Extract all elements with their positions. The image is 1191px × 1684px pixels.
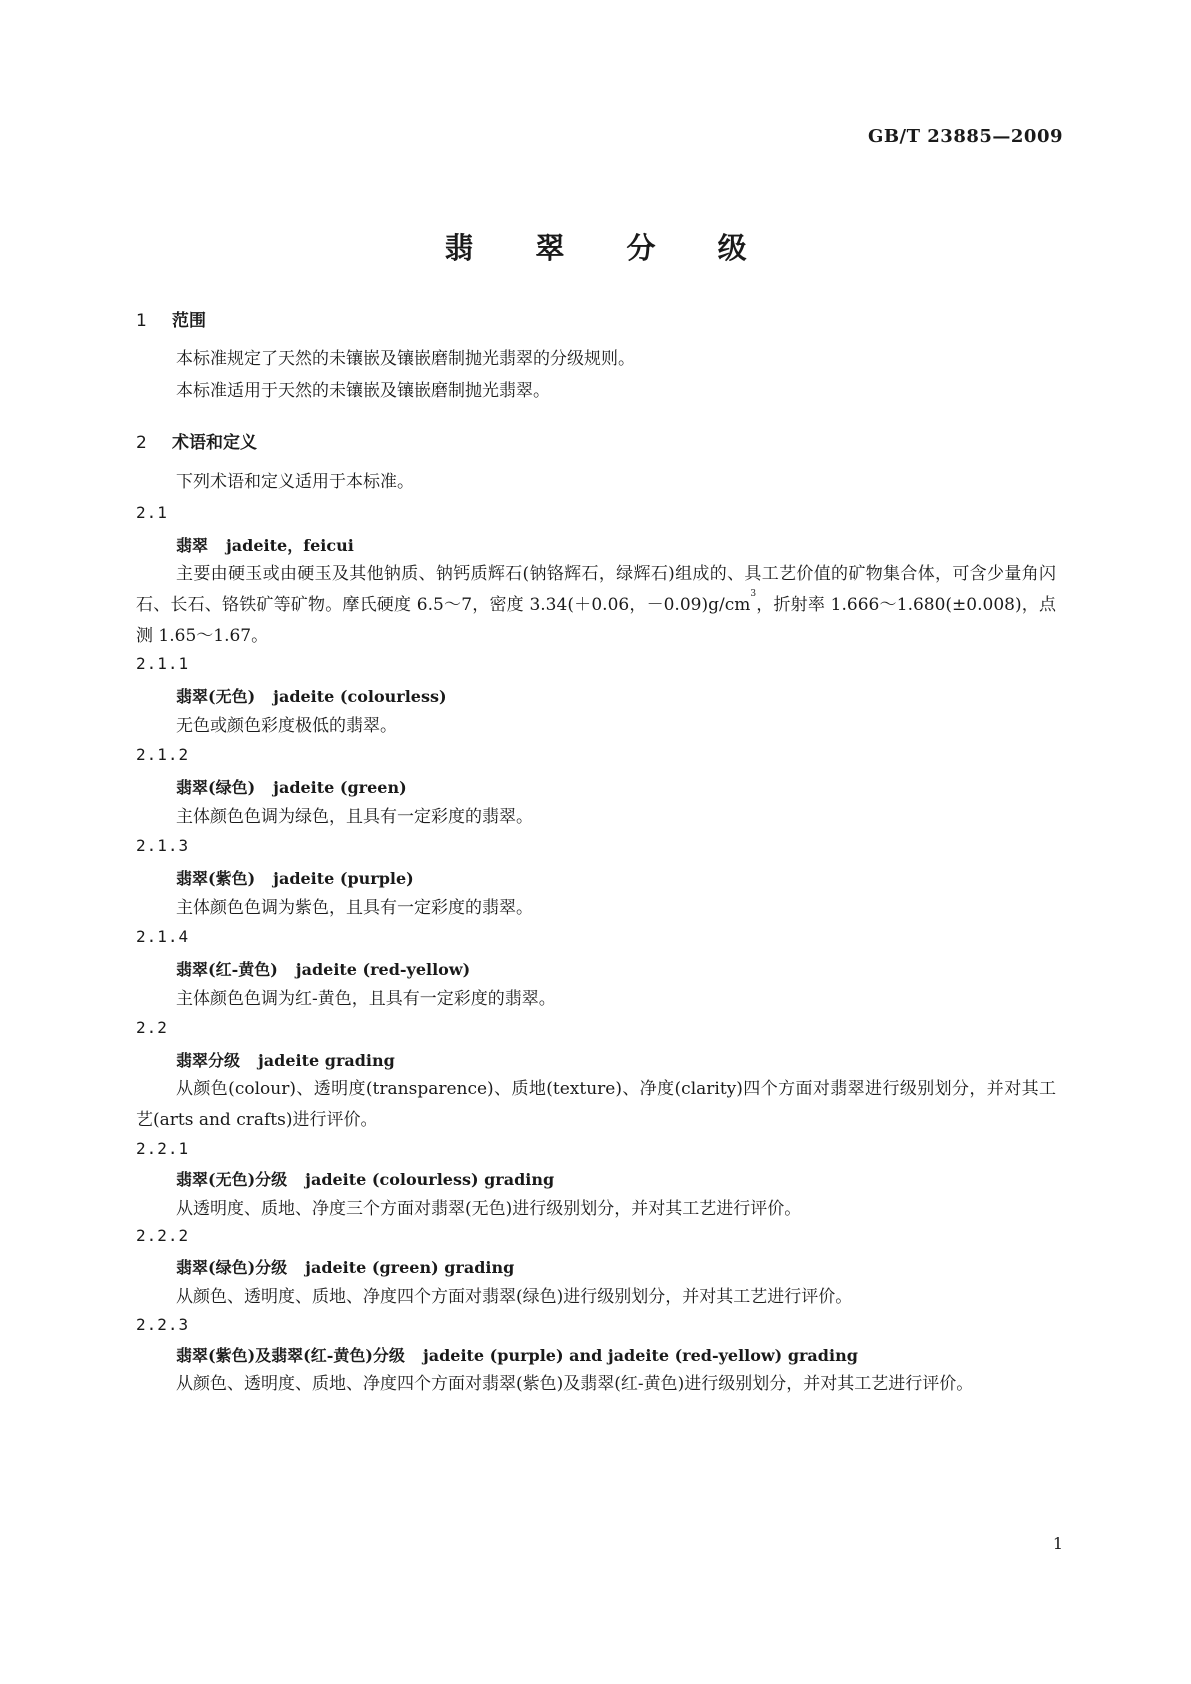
term-heading — [176, 533, 354, 556]
page-number: 1 — [1052, 1534, 1063, 1553]
term-cn: 翡翠(绿色) — [176, 778, 256, 797]
clause-number: 2.1.4 — [136, 927, 190, 946]
clause-number: 2.1.1 — [136, 654, 190, 673]
term-definition: 从透明度、质地、净度三个方面对翡翠(无色)进行级别划分，并对其工艺进行评价。 — [176, 1199, 802, 1219]
term-en: jadeite (green) grading — [305, 1258, 515, 1277]
document-number: GB/T 23885—2009 — [867, 126, 1063, 147]
terms-intro: 下列术语和定义适用于本标准。 — [176, 472, 414, 492]
term-cn: 翡翠(红-黄色) — [176, 960, 278, 979]
term-definition: 无色或颜色彩度极低的翡翠。 — [176, 716, 397, 736]
section-number: 2 — [136, 433, 147, 453]
clause-number: 2.1.3 — [136, 836, 190, 855]
term-cn: 翡翠(紫色)及翡翠(红-黄色)分级 — [176, 1346, 405, 1365]
term-cn: 翡翠 — [176, 536, 209, 555]
section-2-heading — [136, 428, 257, 453]
term-definition: 从颜色、透明度、质地、净度四个方面对翡翠(绿色)进行级别划分，并对其工艺进行评价。 — [176, 1287, 853, 1307]
term-en: jadeite (purple) — [273, 869, 414, 888]
clause-number: 2.2.1 — [136, 1139, 190, 1158]
term-cn: 翡翠(无色)分级 — [176, 1170, 288, 1189]
scope-paragraph-2: 本标准适用于天然的未镶嵌及镶嵌磨制抛光翡翠。 — [176, 381, 550, 401]
clause-number: 2.2.3 — [136, 1315, 190, 1334]
term-en: jadeite (colourless) — [273, 687, 447, 706]
term-definition: 主体颜色色调为绿色，且具有一定彩度的翡翠。 — [176, 807, 533, 827]
term-definition: 从颜色(colour)、透明度(transparence)、质地(texture)、净度(clarity)四个方面对翡翠进行级别划分，并对其工艺(arts and crafts)进行评价。 — [136, 1079, 1056, 1130]
term-heading — [176, 866, 414, 889]
term-heading — [176, 1048, 395, 1071]
term-en: jadeite (green) — [273, 778, 407, 797]
term-heading — [176, 775, 407, 798]
term-en: jadeite，feicui — [226, 536, 354, 555]
term-heading — [176, 684, 447, 707]
term-heading — [176, 957, 470, 980]
scope-paragraph-1: 本标准规定了天然的未镶嵌及镶嵌磨制抛光翡翠的分级规则。 — [176, 349, 635, 369]
clause-number: 2.1.2 — [136, 745, 190, 764]
page-title: 翡 翠 分 级 — [444, 231, 773, 265]
term-definition: 主体颜色色调为红-黄色，且具有一定彩度的翡翠。 — [176, 989, 556, 1009]
superscript: 3 — [750, 589, 757, 599]
definition-part-a: 主要由硬玉或由硬玉及其他钠质、钠钙质辉石(钠铬辉石，绿辉石)组成的、具工艺价值的矿物集合体，可含少量角闪石、长石、铬铁矿等矿物。摩氏硬度 6.5～7，密度 3.34(＋0.06，－0.09)g/cm — [136, 564, 1056, 615]
term-heading — [176, 1255, 514, 1278]
section-title: 术语和定义 — [172, 433, 257, 453]
term-definition: 主体颜色色调为紫色，且具有一定彩度的翡翠。 — [176, 898, 533, 918]
clause-number: 2.2 — [136, 1018, 168, 1037]
term-en: jadeite (purple) and jadeite (red-yellow) grading — [422, 1346, 858, 1365]
term-heading — [176, 1343, 858, 1366]
section-title: 范围 — [172, 311, 206, 331]
term-cn: 翡翠分级 — [176, 1051, 241, 1070]
section-1-heading — [136, 306, 206, 331]
term-definition — [136, 559, 1056, 652]
term-en: jadeite (colourless) grading — [305, 1170, 555, 1189]
term-cn: 翡翠(紫色) — [176, 869, 256, 888]
clause-number: 2.1 — [136, 503, 168, 522]
definition-part-b: ，折射率 1.666～1.680(±0.008)，点测 1.65～1.67。 — [136, 595, 1056, 646]
term-cn: 翡翠(无色) — [176, 687, 256, 706]
section-number: 1 — [136, 311, 147, 331]
term-definition: 从颜色、透明度、质地、净度四个方面对翡翠(紫色)及翡翠(红-黄色)进行级别划分，并对其工艺进行评价。 — [176, 1374, 974, 1394]
term-en: jadeite grading — [258, 1051, 395, 1070]
term-cn: 翡翠(绿色)分级 — [176, 1258, 288, 1277]
term-heading — [176, 1167, 554, 1190]
clause-number: 2.2.2 — [136, 1226, 190, 1245]
term-en: jadeite (red-yellow) — [295, 960, 471, 979]
